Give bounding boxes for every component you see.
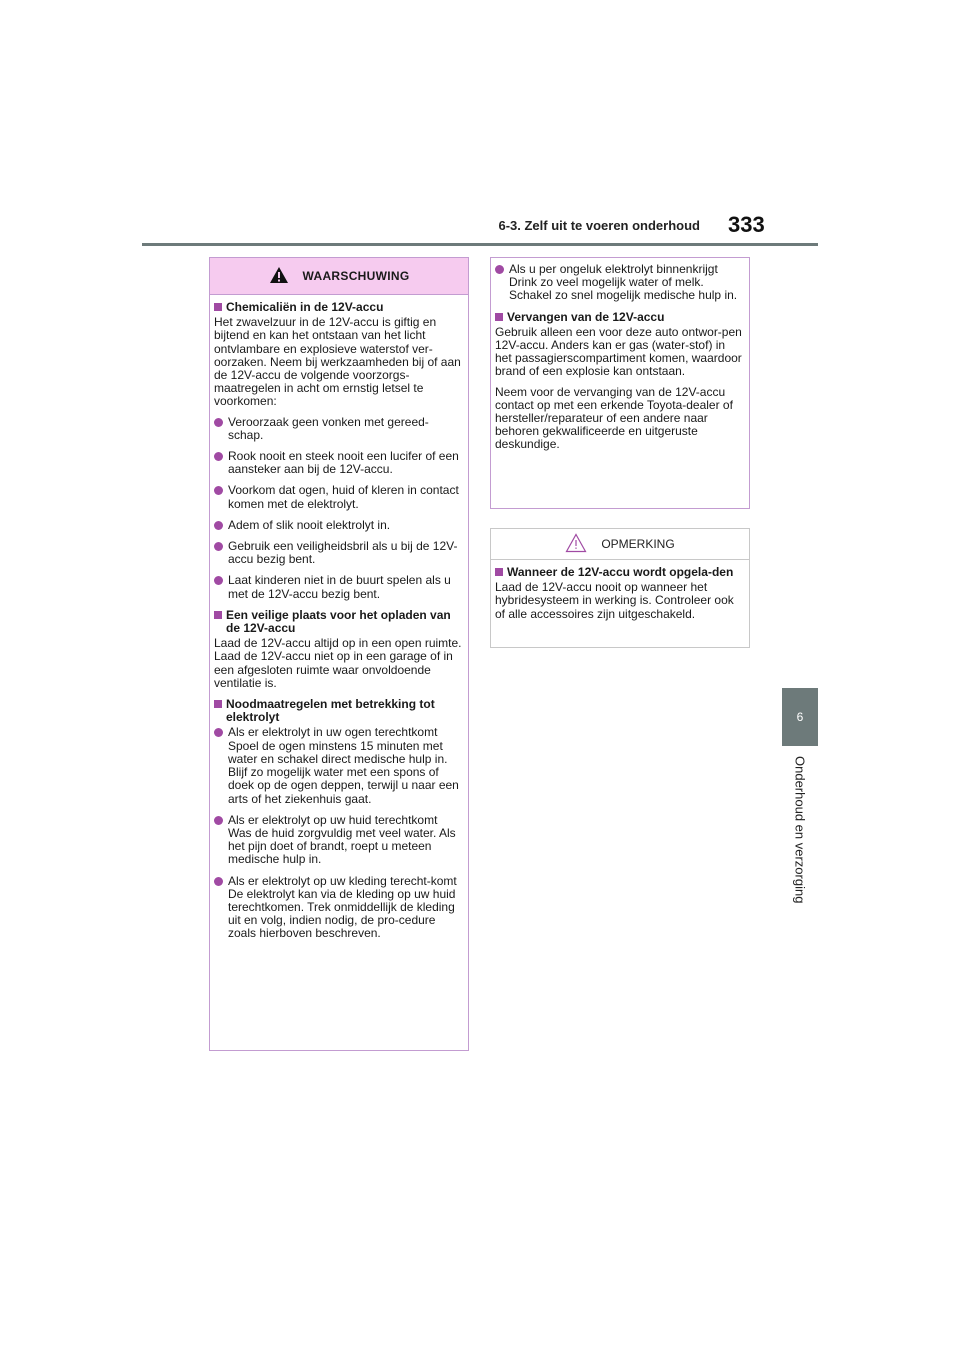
warning-triangle-icon bbox=[269, 266, 289, 287]
header-rule bbox=[142, 243, 818, 246]
list-item: Voorkom dat ogen, huid of kleren in contact komen met de elektrolyt. bbox=[214, 484, 464, 510]
note-text: Laad de 12V-accu nooit op wanneer het hybridesysteem in werking is. Controleer ook of alle accessoires zijn uitgeschakeld. bbox=[495, 580, 734, 621]
list-item-title: Als er elektrolyt op uw kleding terecht-komt bbox=[228, 873, 457, 888]
list-item-title: Als er elektrolyt in uw ogen terechtkomt bbox=[228, 725, 438, 740]
list-item bbox=[495, 263, 745, 303]
list-item-text: Was de huid zorgvuldig met veel water. Als het pijn doet of brandt, roept u meteen medische hulp in. bbox=[228, 825, 456, 867]
list-item-text: De elektrolyt kan via de kleding op uw huid terechtkomen. Trek onmiddellijk de kleding uit en volg, indien nodig, de pro-cedure zoals hierboven beschreven. bbox=[228, 886, 456, 941]
list-item-title: Als er elektrolyt op uw huid terechtkomt bbox=[228, 812, 438, 827]
heading-replacement: Vervangen van de 12V-accu bbox=[495, 311, 745, 324]
note-box bbox=[490, 528, 750, 648]
chapter-title: Onderhoud en verzorging bbox=[792, 756, 808, 904]
list-item: Veroorzaak geen vonken met gereed-schap. bbox=[214, 416, 464, 442]
warning-header bbox=[210, 258, 468, 295]
note-title: OPMERKING bbox=[601, 537, 675, 551]
replacement-text-1: Gebruik alleen een voor deze auto ontwor-pen 12V-accu. Anders kan er gas (water-stof) in het passagierscompartiment komen, waardoor brand of een explosie kan ontstaan. bbox=[495, 324, 742, 379]
chemicals-intro: Het zwavelzuur in de 12V-accu is giftig en bijtend en kan het ontstaan van het licht ontvlambare en explosieve waterstof ver-oorzaken. Neem bij werkzaamheden bij of aan de 12V-accu de volgende voorzorgs-maatregelen in acht om ernstig letsel te voorkomen: bbox=[214, 315, 461, 409]
charging-place-text: Laad de 12V-accu altijd op in een open ruimte. Laad de 12V-accu niet op in een garage of in een afgesloten ruimte waar onvoldoende ventilatie is. bbox=[214, 636, 462, 690]
list-item bbox=[214, 814, 464, 867]
warning-title: WAARSCHUWING bbox=[302, 269, 410, 283]
list-item: Adem of slik nooit elektrolyt in. bbox=[214, 519, 464, 532]
chapter-number: 6 bbox=[796, 710, 804, 724]
list-item-text: Drink zo veel mogelijk water of melk. Schakel zo snel mogelijk medische hulp in. bbox=[509, 275, 738, 303]
warning-box-continued bbox=[490, 257, 750, 509]
warning-body bbox=[210, 295, 468, 957]
note-header bbox=[491, 529, 749, 560]
section-title: 6-3. Zelf uit te voeren onderhoud bbox=[498, 218, 700, 233]
list-item-text: Spoel de ogen minstens 15 minuten met water en schakel direct medische hulp in. Blijf zo mogelijk water met een spons of doek op de ogen deppen, terwijl u naar een arts of het ziekenhuis gaat. bbox=[228, 738, 459, 806]
heading-charging: Wanneer de 12V-accu wordt opgela-den bbox=[495, 566, 745, 579]
list-item bbox=[214, 726, 464, 805]
list-item: Laat kinderen niet in de buurt spelen als u met de 12V-accu bezig bent. bbox=[214, 574, 464, 600]
replacement-text-2: Neem voor de vervanging van de 12V-accu contact op met een erkende Toyota-dealer of hersteller/reparateur of een andere naar behoren gekwalificeerde en uitgeruste deskundige. bbox=[495, 384, 733, 452]
chapter-tab bbox=[782, 688, 818, 746]
heading-emergency: Noodmaatregelen met betrekking tot elektrolyt bbox=[214, 698, 464, 724]
page-number: 333 bbox=[728, 212, 765, 237]
chapter-title-vertical bbox=[782, 756, 818, 926]
list-item: Gebruik een veiligheidsbril als u bij de 12V-accu bezig bent. bbox=[214, 540, 464, 566]
warning-box bbox=[209, 257, 469, 1051]
warning-continued-body bbox=[491, 258, 749, 467]
list-item-title: Als u per ongeluk elektrolyt binnenkrijgt bbox=[509, 262, 718, 276]
list-item bbox=[214, 875, 464, 941]
list-item: Rook nooit en steek nooit een lucifer of een aansteker aan bij de 12V-accu. bbox=[214, 450, 464, 476]
caution-triangle-icon bbox=[565, 533, 587, 556]
heading-charging-place: Een veilige plaats voor het opladen van de 12V-accu bbox=[214, 609, 464, 635]
heading-chemicals: Chemicaliën in de 12V-accu bbox=[214, 301, 464, 314]
note-body bbox=[491, 560, 749, 636]
